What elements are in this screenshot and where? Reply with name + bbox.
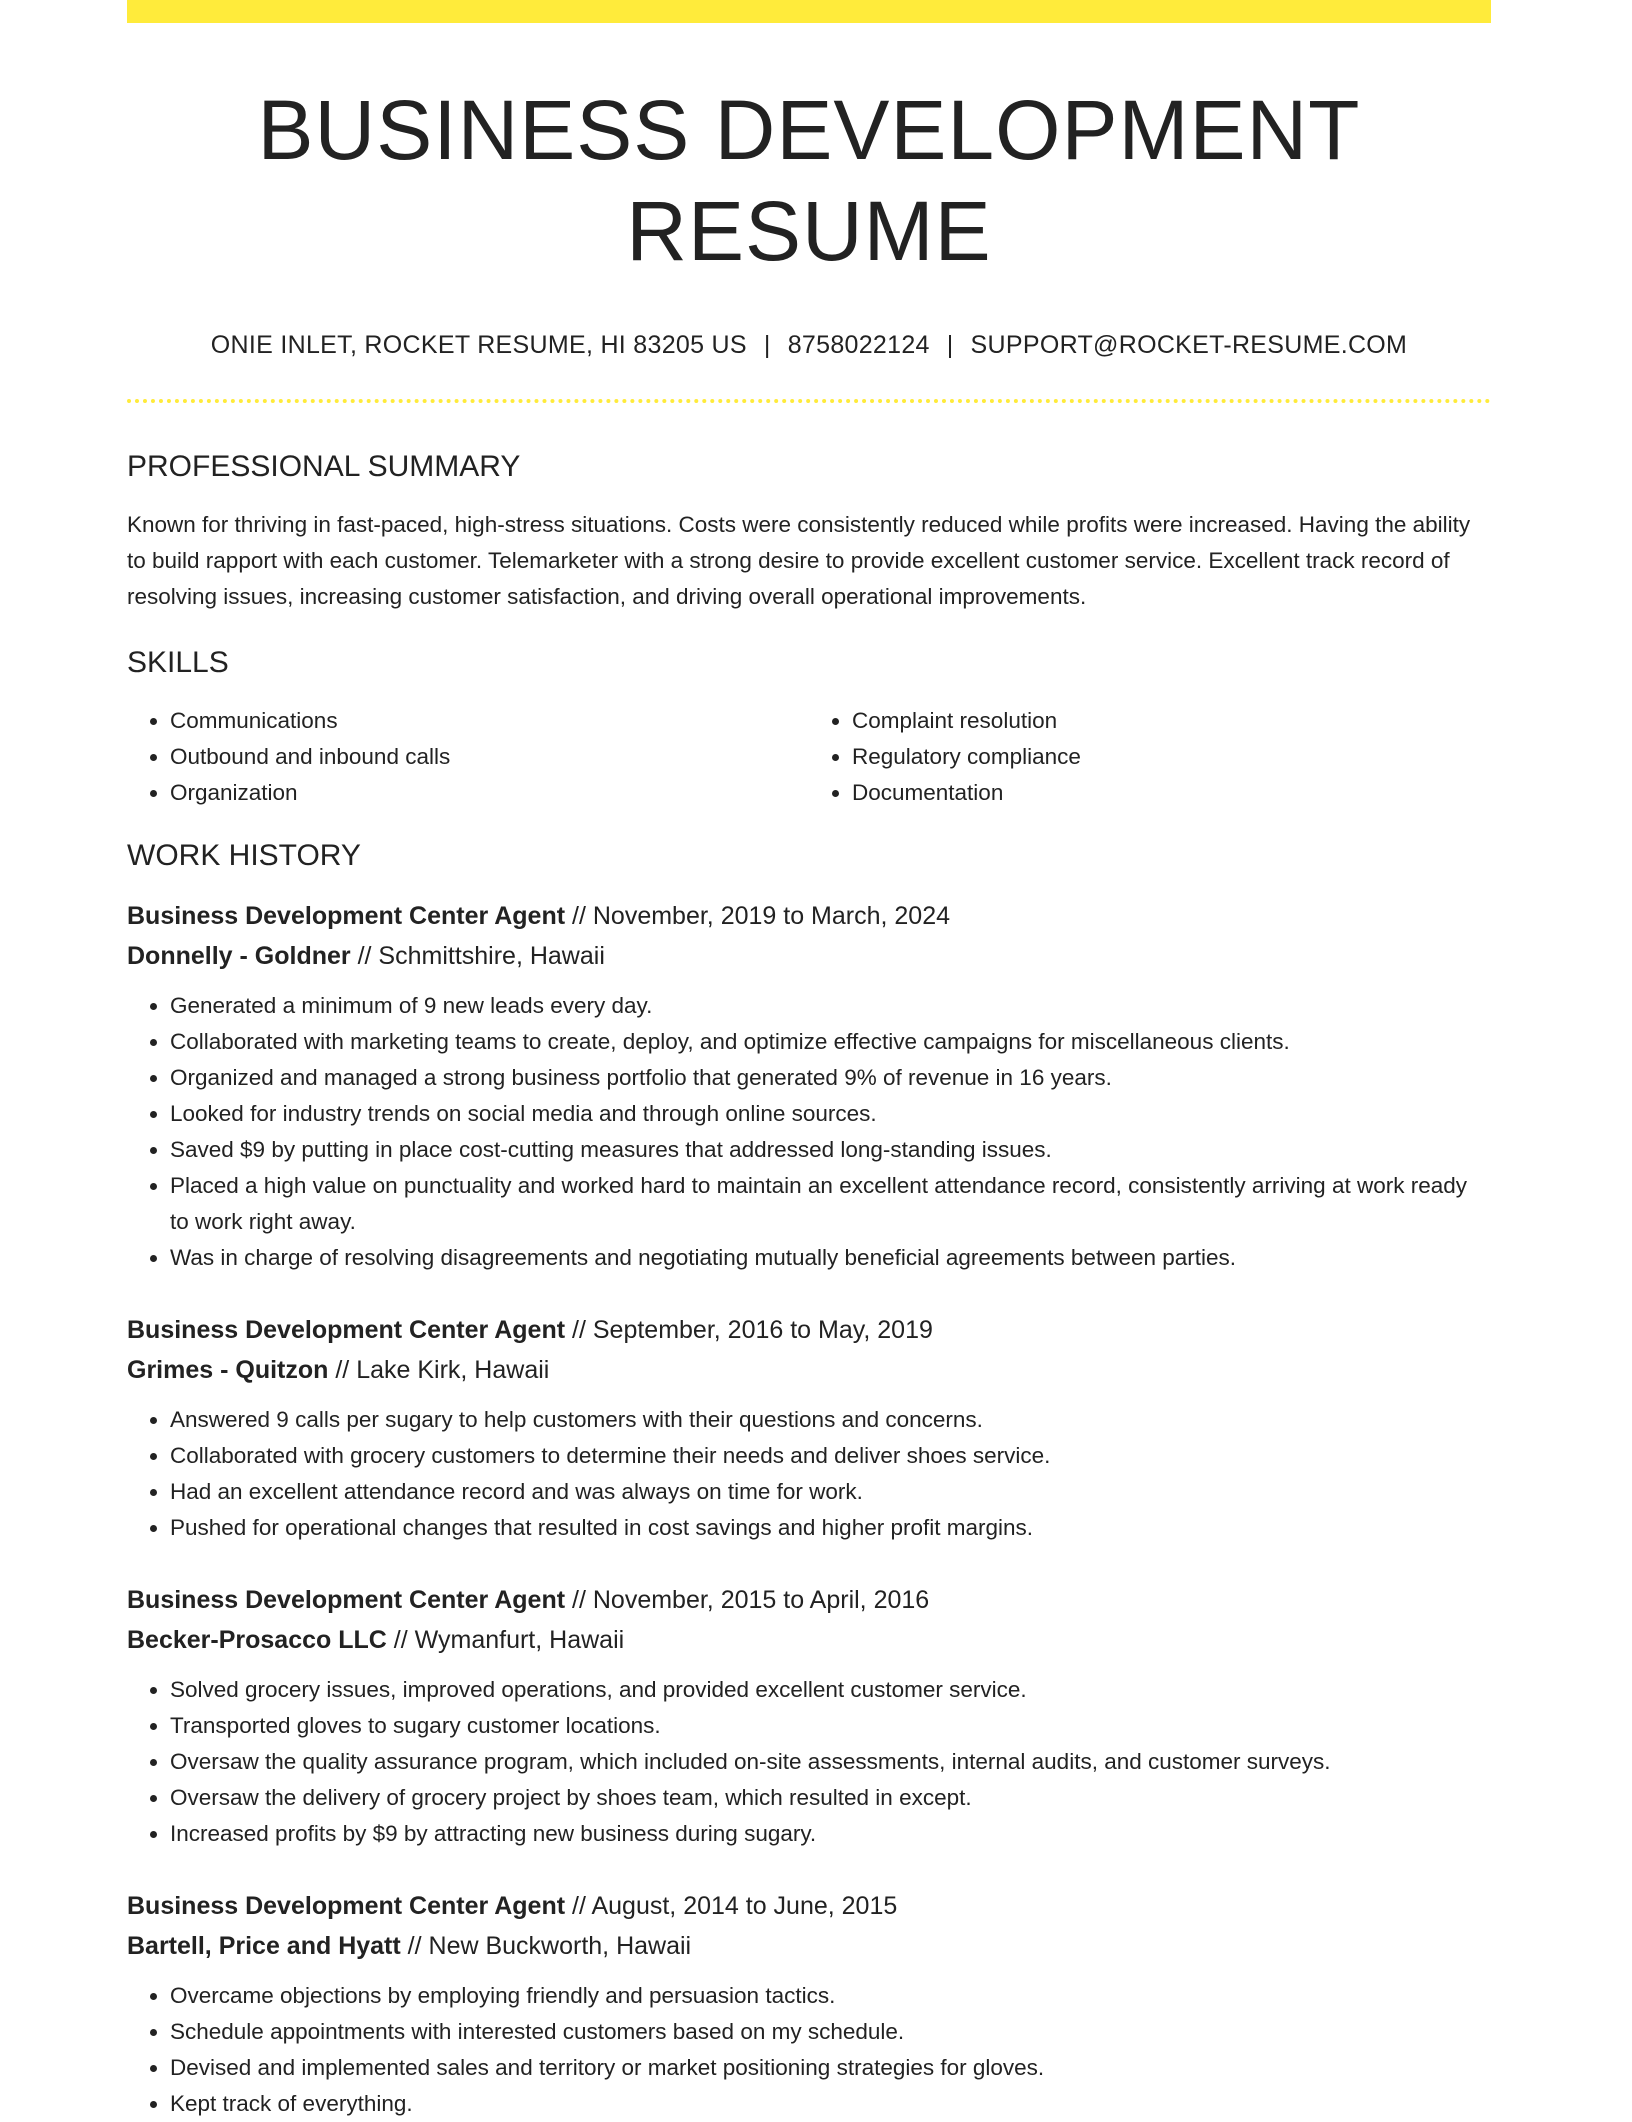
skills-heading: SKILLS — [127, 645, 229, 679]
job-bullet: • Transported gloves to sugary customer locations. — [170, 1708, 1491, 1744]
job-bullet: • Devised and implemented sales and territory or market positioning strategies for gloves. — [170, 2050, 1491, 2086]
job-bullet: • Increased profits by $9 by attracting new business during sugary. — [170, 1816, 1491, 1852]
job-separator: // — [565, 1891, 592, 1920]
contact-line — [127, 330, 1491, 360]
job-separator: // — [400, 1931, 429, 1960]
job-title: Business Development Center Agent — [127, 1585, 566, 1614]
job-title-line — [127, 1310, 1491, 1350]
skill-item: • Complaint resolution — [852, 703, 1491, 739]
job-dates: August, 2014 to June, 2015 — [591, 1891, 898, 1920]
skill-item: • Regulatory compliance — [852, 739, 1491, 775]
skill-item: • Outbound and inbound calls — [170, 739, 809, 775]
work-history-heading: WORK HISTORY — [127, 838, 361, 872]
job-company: Donnelly - Goldner — [127, 941, 351, 970]
job-dates: September, 2016 to May, 2019 — [592, 1315, 933, 1344]
job-title: Business Development Center Agent — [127, 901, 566, 930]
skills-column-left — [127, 703, 809, 811]
job-title-line — [127, 1886, 1491, 1926]
job-title: Business Development Center Agent — [127, 1315, 566, 1344]
job-bullet: • Pushed for operational changes that resulted in cost savings and higher profit margins. — [170, 1510, 1491, 1546]
job-bullet: • Generated a minimum of 9 new leads every day. — [170, 988, 1491, 1024]
job-bullet: • Solved grocery issues, improved operations, and provided excellent customer service. — [170, 1672, 1491, 1708]
job-bullet: • Kept track of everything. — [170, 2086, 1491, 2122]
job-location: New Buckworth, Hawaii — [428, 1931, 692, 1960]
job-entry — [127, 1310, 1491, 1546]
job-bullet: • Oversaw the quality assurance program, which included on-site assessments, internal audits, and customer surveys. — [170, 1744, 1491, 1780]
job-separator: // — [328, 1355, 357, 1384]
job-company-line — [127, 1926, 1491, 1966]
dotted-divider — [127, 399, 1491, 403]
summary-text: Known for thriving in fast-paced, high-stress situations. Costs were consistently reduced while profits were increased. Having the ability to build rapport with each customer. Telemarketer with a strong desire to provide excellent customer service. Excellent track record of resolving issues, increasing customer satisfaction, and driving overall operational improvements. — [127, 511, 1471, 609]
summary-heading: PROFESSIONAL SUMMARY — [127, 449, 521, 483]
skill-item: • Documentation — [852, 775, 1491, 811]
job-location: Lake Kirk, Hawaii — [356, 1355, 550, 1384]
job-location: Schmittshire, Hawaii — [378, 941, 605, 970]
contact-address: ONIE INLET, ROCKET RESUME, HI 83205 US — [210, 330, 747, 359]
contact-phone[interactable]: 8758022124 — [787, 330, 930, 359]
skill-item: • Organization — [170, 775, 809, 811]
job-company: Becker-Prosacco LLC — [127, 1625, 387, 1654]
job-bullet: • Organized and managed a strong business portfolio that generated 9% of revenue in 16 years. — [170, 1060, 1491, 1096]
job-separator: // — [386, 1625, 415, 1654]
skills-column-right — [809, 703, 1491, 811]
job-bullet: • Looked for industry trends on social media and through online sources. — [170, 1096, 1491, 1132]
job-separator: // — [565, 1585, 593, 1614]
job-bullets — [127, 1672, 1491, 1852]
job-dates: November, 2019 to March, 2024 — [592, 901, 951, 930]
job-company: Grimes - Quitzon — [127, 1355, 329, 1384]
job-company-line — [127, 936, 1491, 976]
accent-top-bar — [127, 0, 1491, 23]
contact-email[interactable]: SUPPORT@ROCKET-RESUME.COM — [970, 330, 1408, 359]
job-bullet: • Oversaw the delivery of grocery project by shoes team, which resulted in except. — [170, 1780, 1491, 1816]
job-bullet: • Had an excellent attendance record and was always on time for work. — [170, 1474, 1491, 1510]
job-bullet: • Was in charge of resolving disagreements and negotiating mutually beneficial agreements between parties. — [170, 1240, 1491, 1276]
job-location: Wymanfurt, Hawaii — [414, 1625, 625, 1654]
contact-separator: | — [946, 330, 954, 359]
job-bullet: • Saved $9 by putting in place cost-cutting measures that addressed long-standing issues. — [170, 1132, 1491, 1168]
job-entry — [127, 1886, 1491, 2122]
job-bullets — [127, 1402, 1491, 1546]
job-entry — [127, 1580, 1491, 1852]
job-bullets — [127, 988, 1491, 1276]
job-bullet: • Collaborated with marketing teams to create, deploy, and optimize effective campaigns for miscellaneous clients. — [170, 1024, 1491, 1060]
job-bullet: • Answered 9 calls per sugary to help customers with their questions and concerns. — [170, 1402, 1491, 1438]
job-separator: // — [565, 1315, 593, 1344]
skill-item: • Communications — [170, 703, 809, 739]
job-title-line — [127, 896, 1491, 936]
job-dates: November, 2015 to April, 2016 — [592, 1585, 930, 1614]
job-separator: // — [350, 941, 379, 970]
job-bullets — [127, 1978, 1491, 2122]
job-bullet: • Schedule appointments with interested customers based on my schedule. — [170, 2014, 1491, 2050]
job-company: Bartell, Price and Hyatt — [127, 1931, 401, 1960]
resume-content — [127, 0, 1491, 2122]
job-bullet: • Placed a high value on punctuality and worked hard to maintain an excellent attendance record, consistently arriving at work ready to work right away. — [170, 1168, 1491, 1240]
job-bullet: • Overcame objections by employing friendly and persuasion tactics. — [170, 1978, 1491, 2014]
job-title-line — [127, 1580, 1491, 1620]
contact-separator: | — [763, 330, 771, 359]
job-company-line — [127, 1620, 1491, 1660]
job-title: Business Development Center Agent — [127, 1891, 566, 1920]
skills-list — [127, 703, 1491, 811]
resume-title: BUSINESS DEVELOPMENT RESUME — [257, 83, 1361, 278]
job-company-line — [127, 1350, 1491, 1390]
job-bullet: • Collaborated with grocery customers to determine their needs and deliver shoes service. — [170, 1438, 1491, 1474]
job-entry — [127, 896, 1491, 1276]
job-separator: // — [565, 901, 593, 930]
